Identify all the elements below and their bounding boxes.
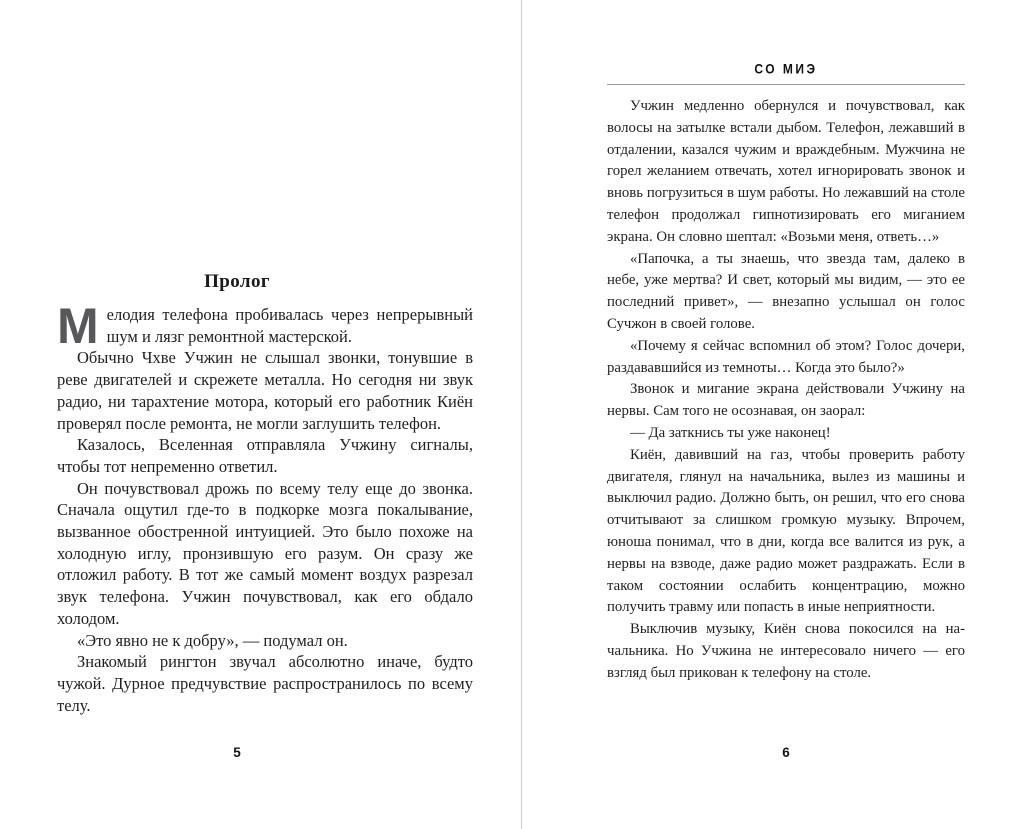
paragraph-text: елодия телефона пробивалась через непрерывный шум и лязг ремонтной мастерской. — [106, 305, 473, 346]
left-page — [57, 0, 473, 829]
paragraph: Казалось, Вселенная отправляла Учжину сигналы, чтобы тот непременно ответил. — [57, 435, 473, 476]
page-number: 5 — [233, 745, 241, 760]
page-spine-divider — [521, 0, 522, 829]
paragraph: Киён, давивший на газ, чтобы проверить работу двигателя, глянул на начальника, вылез из машины и выключил радио. Должно быть, он решил, что его снова отчитывают за слишком громкую музыку. Впрочем, юноша понимал, что в дни, когда все валится из рук, а нервы на взводе, даже радио может раздражать. Если в таком состоянии ослабить концентрацию, можно получить травму или попасть в иные неприятности. — [607, 446, 965, 616]
drop-cap: М — [57, 298, 99, 354]
paragraph: «Это явно не к добру», — подумал он. — [77, 630, 348, 650]
paragraph: Знакомый рингтон звучал абсолютно иначе, будто чужой. Дурное предчувствие распространилось по всему телу. — [57, 652, 473, 715]
left-page-text — [57, 298, 473, 716]
header-rule — [607, 84, 965, 85]
paragraph: «Почему я сейчас вспомнил об этом? Голос дочери, раздававшийся из темноты… Когда это было?» — [607, 337, 965, 376]
paragraph: Он почувствовал дрожь по всему телу еще до звонка. Сначала ощутил где-то в подкорке мозга покалывание, вызванное обостренной интуицией. Это было похоже на холодную иглу, пронзившую его разум. Он сразу же отложил работу. В тот же самый момент воздух разрезал звук телефона. Учжин почувствовал, как его обдало холодом. — [57, 478, 473, 628]
right-page-text — [607, 96, 965, 685]
chapter-title: Пролог — [204, 271, 270, 292]
paragraph: Учжин медленно обернулся и почувствовал, как волосы на затылке встали дыбом. Телефон, лежавший в отдалении, казался чужим и враждебным. Мужчина не горел желанием отвечать, хотел игнорировать звонок и вновь погрузиться в шум работы. Но лежавший на столе телефон продолжал гипнотизировать его миганием экрана. Он словно шептал: «Возьми меня, ответь…» — [607, 98, 965, 245]
paragraph: Звонок и мигание экрана действовали Учжину на нервы. Сам того не осознавая, он заорал: — [607, 381, 965, 420]
right-page — [607, 0, 965, 829]
dialogue-line: — Да заткнись ты уже наконец! — [630, 424, 831, 441]
paragraph: «Папочка, а ты знаешь, что звезда там, далеко в небе, уже мертва? И свет, который мы видим, — это ее последний привет», — внезапно услышал он голос Сучжон в своей голове. — [607, 250, 965, 332]
running-head-author: СО МИЭ — [754, 61, 818, 77]
paragraph: Выключив музыку, Киён снова покосился на начальника. Но Учжина не интересовало ничего — его взгляд был прикован к телефону на столе. — [607, 621, 965, 681]
paragraph — [57, 298, 473, 354]
page-number: 6 — [782, 745, 790, 760]
paragraph: Обычно Чхве Учжин не слышал звонки, тонувшие в реве двигателей и скрежете металла. Но сегодня ни звук радио, ни тарахтение мотора, который его работник Киён проверял после ремонта, не могли заглушить телефон. — [57, 348, 473, 433]
